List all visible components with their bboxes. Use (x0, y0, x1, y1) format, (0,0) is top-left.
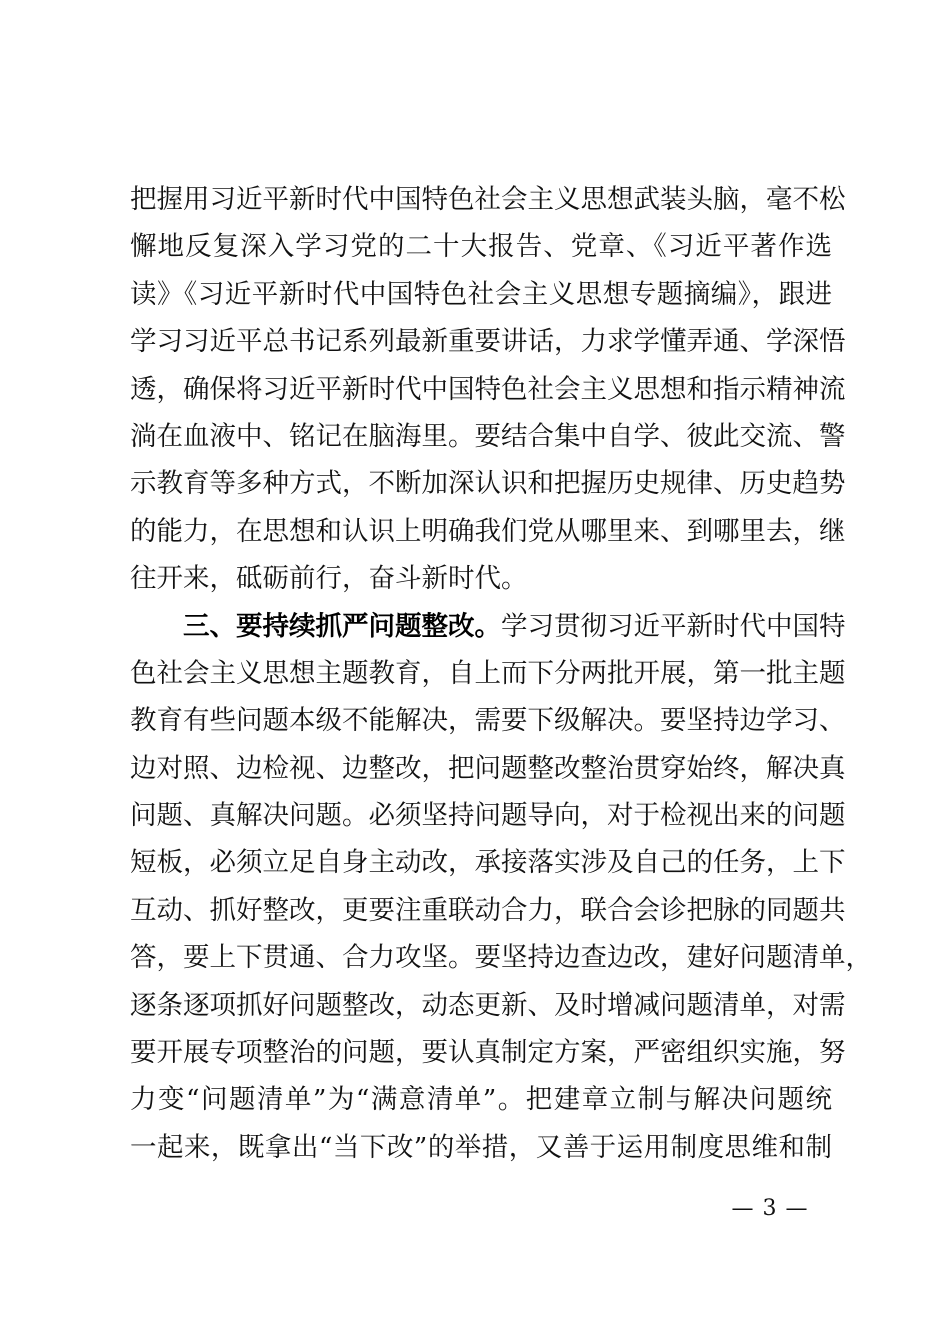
section-three-heading: 三、要持续抓严问题整改。 (183, 610, 501, 642)
paragraph-line: 逐条逐项抓好问题整改，动态更新、及时增减问题清单，对需 (130, 989, 846, 1021)
paragraph-line: 淌在血液中、铭记在脑海里。要结合集中自学、彼此交流、警 (130, 420, 846, 452)
paragraph-line: 学习习近平总书记系列最新重要讲话，力求学懂弄通、学深悟 (130, 326, 846, 358)
paragraph-line: 教育有些问题本级不能解决，需要下级解决。要坚持边学习、 (130, 705, 846, 737)
page-number: — 3 — (731, 1196, 809, 1221)
paragraph-line: 色社会主义思想主题教育，自上而下分两批开展，第一批主题 (130, 657, 846, 689)
paragraph-line: 的能力，在思想和认识上明确我们党从哪里来、到哪里去，继 (130, 515, 846, 547)
paragraph-line: 答，要上下贯通、合力攻坚。要坚持边查边改，建好问题清单， (130, 942, 872, 974)
paragraph-line: 读》《习近平新时代中国特色社会主义思想专题摘编》，跟进 (130, 278, 832, 310)
paragraph-line: 把握用习近平新时代中国特色社会主义思想武装头脑，毫不松 (130, 184, 846, 215)
paragraph-line: 互动、抓好整改，更要注重联动合力，联合会诊把脉的同题共 (130, 894, 846, 926)
paragraph-line: 边对照、边检视、边整改，把问题整改整治贯穿始终，解决真 (130, 752, 846, 784)
section-three-first-line (130, 603, 846, 650)
paragraph-line: 示教育等多种方式，不断加深认识和把握历史规律、历史趋势 (130, 468, 846, 500)
paragraph-line: 透，确保将习近平新时代中国特色社会主义思想和指示精神流 (130, 373, 846, 405)
paragraph-line: 往开来，砥砺前行，奋斗新时代。 (130, 563, 528, 595)
paragraph-line: 问题、真解决问题。必须坚持问题导向，对于检视出来的问题 (130, 800, 846, 832)
paragraph-line: 短板，必须立足自身主动改，承接落实涉及自己的任务，上下 (130, 847, 846, 879)
paragraph-line: 一起来，既拿出“当下改”的举措，又善于运用制度思维和制 (130, 1131, 832, 1163)
paragraph-line: 懈地反复深入学习党的二十大报告、党章、《习近平著作选 (130, 231, 832, 263)
paragraph-line: 要开展专项整治的问题，要认真制定方案，严密组织实施，努 (130, 1037, 846, 1069)
section-three-first-line-text: 学习贯彻习近平新时代中国特 (501, 610, 846, 642)
paragraph-line: 力变“问题清单”为“满意清单”。把建章立制与解决问题统 (130, 1084, 832, 1116)
body-text (130, 176, 872, 1171)
